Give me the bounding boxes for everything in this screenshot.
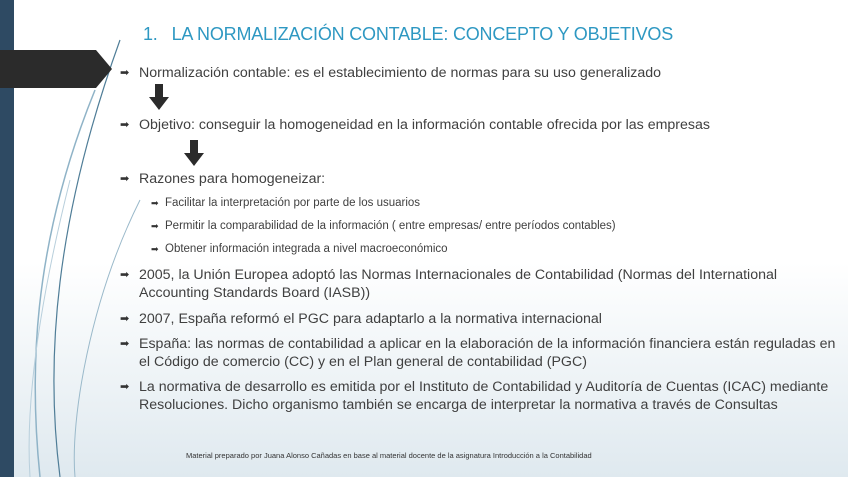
bullet-item <box>120 378 838 414</box>
arrow-bullet-icon: ➡ <box>120 269 130 281</box>
sub-bullet-text: Obtener información integrada a nivel macroeconómico <box>165 243 448 255</box>
bullet-item <box>120 116 820 134</box>
sub-bullet-item <box>151 219 616 233</box>
bullet-item <box>120 266 838 302</box>
arrow-bullet-icon: ➡ <box>151 221 159 231</box>
arrow-bullet-icon: ➡ <box>120 119 130 131</box>
bullet-item <box>120 170 820 188</box>
arrow-bullet-icon: ➡ <box>120 313 130 325</box>
bullet-text: Normalización contable: es el establecimiento de normas para su uso generalizado <box>139 65 662 81</box>
down-arrow-icon <box>184 140 204 166</box>
arrow-bullet-icon: ➡ <box>120 338 130 350</box>
header-arrow-icon <box>0 50 112 88</box>
bullet-text: 2005, la Unión Europea adoptó las Normas Internacionales de Contabilidad (Normas del International Accounting Standards Board (IASB)) <box>139 267 778 301</box>
arrow-bullet-icon: ➡ <box>120 173 130 185</box>
bullet-text: 2007, España reformó el PGC para adaptarlo a la normativa internacional <box>139 311 602 327</box>
arrow-bullet-icon: ➡ <box>120 381 130 393</box>
bullet-item <box>120 335 838 371</box>
arrow-bullet-icon: ➡ <box>151 244 159 254</box>
down-arrow-icon <box>149 84 169 110</box>
slide-title <box>143 24 673 45</box>
bullet-text: España: las normas de contabilidad a aplicar en la elaboración de la información financiera están reguladas en el Código de comercio (CC) y en el Plan general de contabilidad (PGC) <box>139 336 836 370</box>
title-number: 1. <box>143 24 158 44</box>
bullet-text: Razones para homogeneizar: <box>139 171 326 187</box>
arrow-bullet-icon: ➡ <box>120 67 130 79</box>
sub-bullet-item <box>151 196 420 210</box>
title-text: LA NORMALIZACIÓN CONTABLE: CONCEPTO Y OBJETIVOS <box>171 24 674 44</box>
arrow-bullet-icon: ➡ <box>151 198 159 208</box>
sub-bullet-item <box>151 242 448 256</box>
bullet-item <box>120 64 820 82</box>
bullet-item <box>120 310 838 328</box>
footer-credit: Material preparado por Juana Alonso Cañadas en base al material docente de la asignatura Introducción a la Contabilidad <box>186 451 592 460</box>
sub-bullet-text: Facilitar la interpretación por parte de los usuarios <box>165 197 421 209</box>
bullet-text: Objetivo: conseguir la homogeneidad en la información contable ofrecida por las empresas <box>139 117 710 133</box>
bullet-text: La normativa de desarrollo es emitida por el Instituto de Contabilidad y Auditoría de Cuentas (ICAC) mediante Resoluciones. Dicho organismo también se encarga de interpretar la normativa a través de Consultas <box>139 379 829 413</box>
sub-bullet-text: Permitir la comparabilidad de la información ( entre empresas/ entre períodos contables) <box>165 220 616 232</box>
